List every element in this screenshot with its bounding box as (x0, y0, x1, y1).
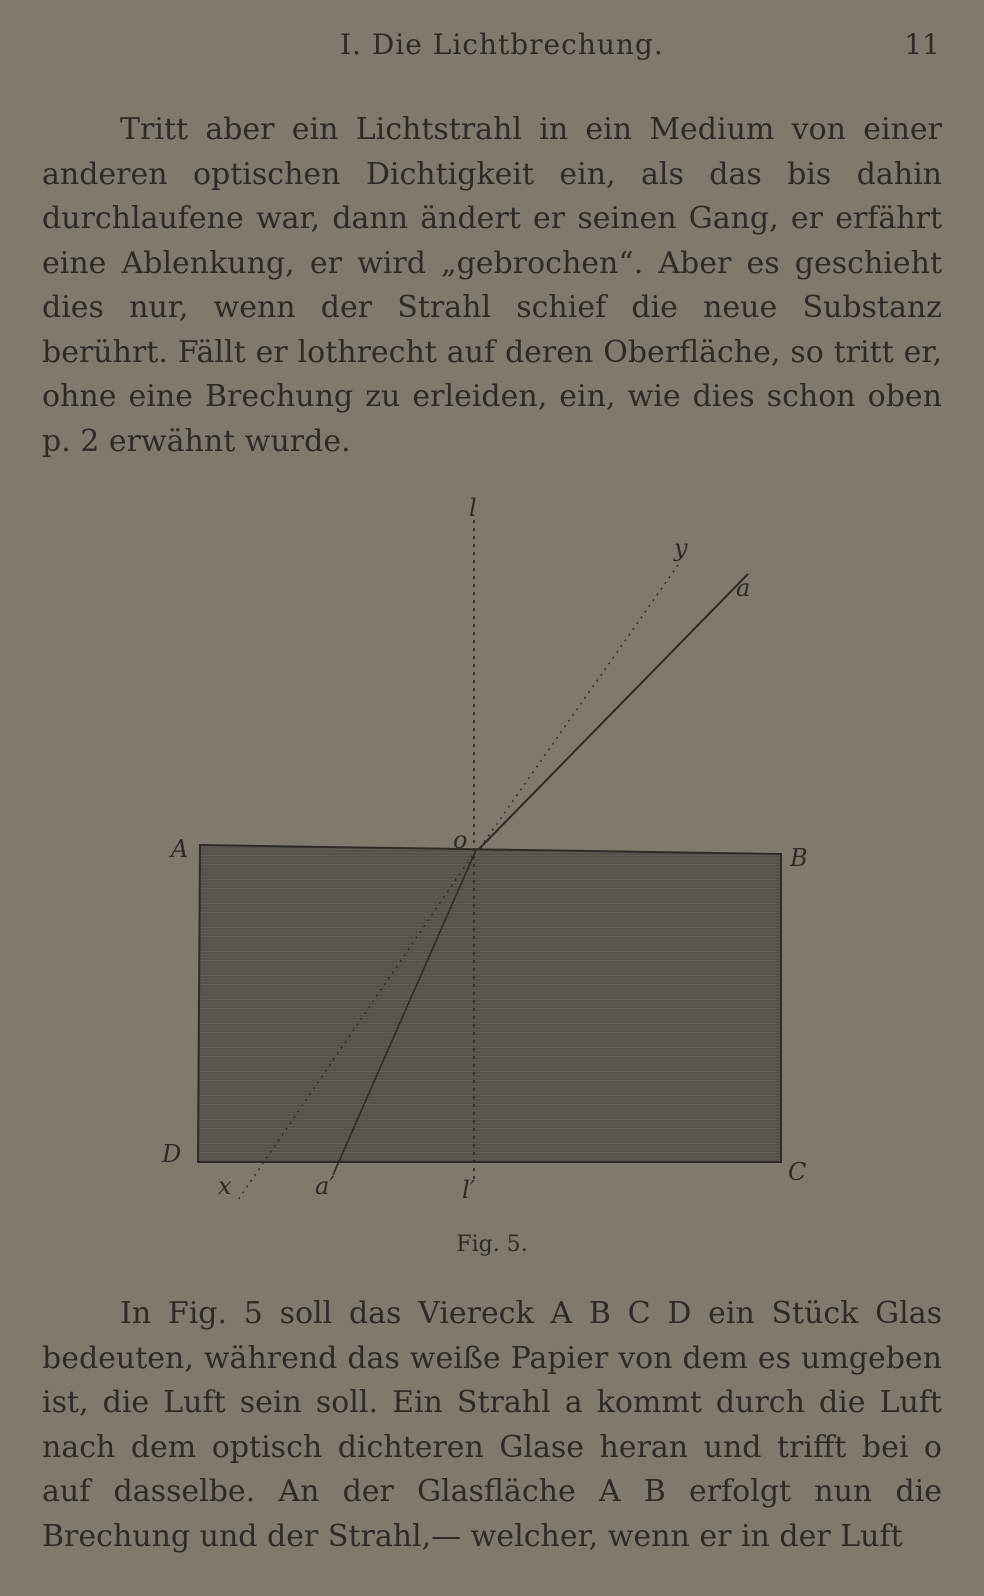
label-o: o (453, 826, 468, 854)
label-l: l (469, 494, 477, 522)
label-D: D (162, 1140, 182, 1168)
label-A: A (171, 835, 189, 863)
body-paragraph-2: In Fig. 5 soll das Viereck A B C D ein Stück Glas bedeuten, während das weiße Papier von dem es umgeben ist, die Luft sein soll. Ein Strahl a kommt durch die Luft nach dem optisch dichteren Glase heran und trifft bei o auf dasselbe. An der Glasfläche A B erfolgt nun die Brechung und der Strahl,— welcher, wenn er in der Luft (42, 1296, 942, 1554)
glass-block (198, 845, 781, 1162)
label-a: a (736, 574, 751, 602)
label-x: x (218, 1172, 232, 1200)
figure-caption: Fig. 5. (456, 1232, 528, 1257)
running-header (0, 28, 984, 68)
refraction-diagram (0, 490, 984, 1250)
page-number: 11 (904, 28, 940, 61)
figure-5 (0, 490, 984, 1250)
chapter-title: I. Die Lichtbrechung. (340, 28, 664, 61)
incident-ray (478, 574, 751, 850)
label-a-prime: a′ (315, 1172, 335, 1200)
label-y: y (674, 534, 688, 562)
label-B: B (790, 844, 808, 872)
body-paragraph-1: Tritt aber ein Lichtstrahl in ein Medium von einer anderen optischen Dichtigkeit ein, als das bis dahin durchlaufene war, dann ändert er seinen Gang, er erfährt eine Ablenkung, er wird „gebrochen“. Aber es geschieht dies nur, wenn der Strahl schief die neue Substanz berührt. Fällt er lothrecht auf deren Oberfläche, so tritt er, ohne eine Brechung zu erleiden, ein, wie dies schon oben p. 2 erwähnt wurde. (42, 112, 942, 459)
label-C: C (788, 1158, 807, 1186)
unrefracted-path-upper (480, 565, 678, 848)
label-l-prime: l′ (462, 1176, 476, 1204)
